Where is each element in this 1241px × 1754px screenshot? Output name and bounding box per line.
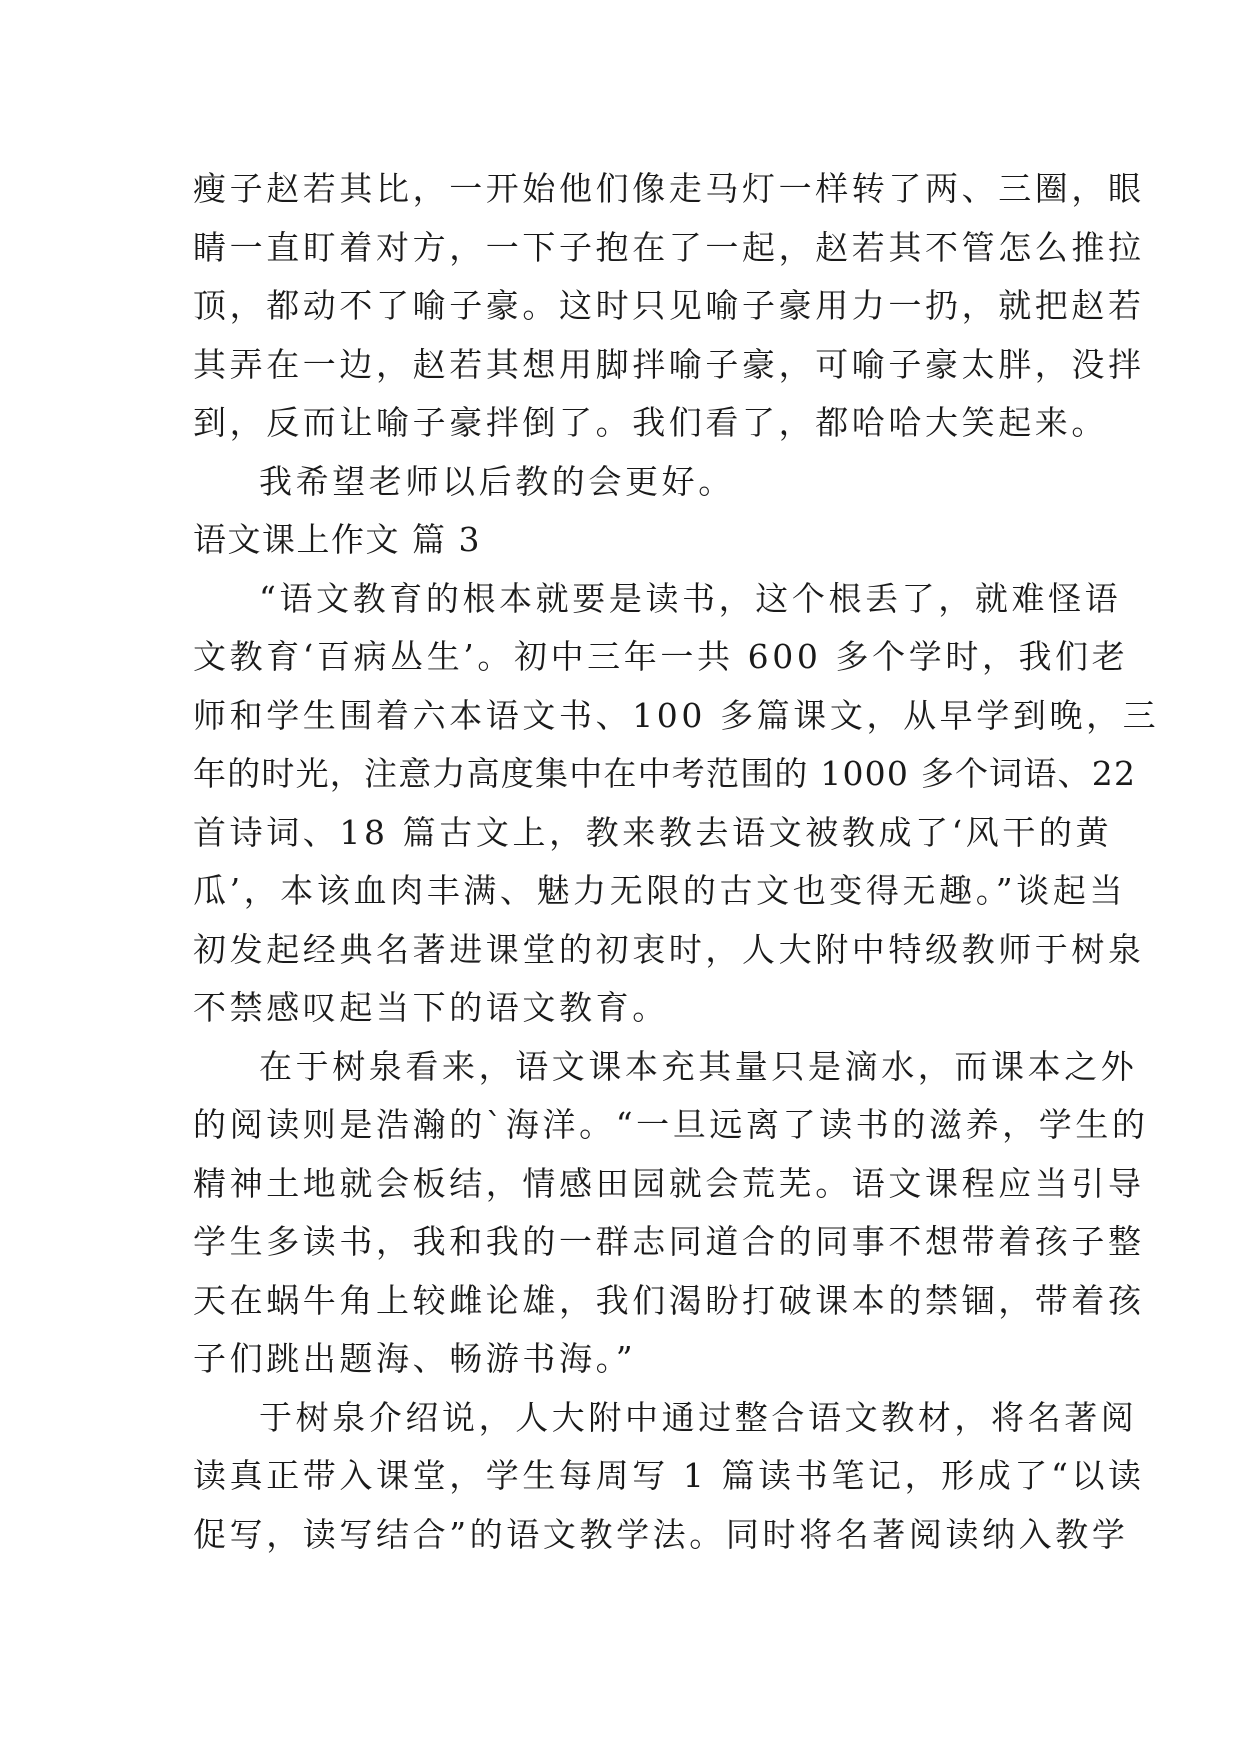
text-line: 初发起经典名著进课堂的初衷时，人大附中特级教师于树泉 (193, 929, 1145, 969)
text-line: 师和学生围着六本语文书、100 多篇课文，从早学到晚，三 (193, 695, 1160, 735)
text-line: 促写，读写结合”的语文教学法。同时将名著阅读纳入教学 (193, 1514, 1129, 1554)
text-line: 文教育‘百病丛生’。初中三年一共 600 多个学时，我们老 (193, 637, 1129, 676)
section-heading: 语文课上作文 篇 3 (193, 520, 481, 559)
text-line: 的阅读则是浩瀚的`海洋。“一旦远离了读书的滋养，学生的 (193, 1105, 1149, 1144)
text-line: 不禁感叹起当下的语文教育。 (193, 988, 669, 1027)
text-line: 顶，都动不了喻子豪。这时只见喻子豪用力一扔，就把赵若 (193, 286, 1145, 325)
text-line: 精神土地就会板结，情感田园就会荒芜。语文课程应当引导 (193, 1163, 1145, 1203)
text-line: 读真正带入课堂，学生每周写 1 篇读书笔记，形成了“以读 (193, 1456, 1145, 1495)
text-line: 我希望老师以后教的会更好。 (259, 461, 735, 501)
text-line: 其弄在一边，赵若其想用脚拌喻子豪，可喻子豪太胖，没拌 (193, 344, 1145, 384)
document-body (193, 160, 1160, 1564)
text-line: 在于树泉看来，语文课本充其量只是滴水，而课本之外 (259, 1046, 1138, 1086)
text-line: “语文教育的根本就要是读书，这个根丢了，就难怪语 (259, 578, 1122, 618)
text-line: 瘦子赵若其比，一开始他们像走马灯一样转了两、三圈，眼 (193, 169, 1145, 208)
text-line: 于树泉介绍说，人大附中通过整合语文教材，将名著阅 (259, 1397, 1138, 1437)
text-line: 睛一直盯着对方，一下子抱在了一起，赵若其不管怎么推拉 (193, 227, 1145, 267)
text-line: 学生多读书，我和我的一群志同道合的同事不想带着孩子整 (193, 1222, 1145, 1261)
text-line: 到，反而让喻子豪拌倒了。我们看了，都哈哈大笑起来。 (193, 403, 1108, 442)
text-line: 子们跳出题海、畅游书海。” (193, 1339, 637, 1378)
text-line: 年的时光，注意力高度集中在中考范围的 1000 多个词语、22 (193, 754, 1137, 793)
text-line: 瓜’，本该血肉丰满、魅力无限的古文也变得无趣。”谈起当 (193, 871, 1127, 910)
text-line: 首诗词、18 篇古文上，教来教去语文被教成了‘风干的黄 (193, 812, 1113, 852)
text-line: 天在蜗牛角上较雌论雄，我们渴盼打破课本的禁锢，带着孩 (193, 1280, 1145, 1320)
